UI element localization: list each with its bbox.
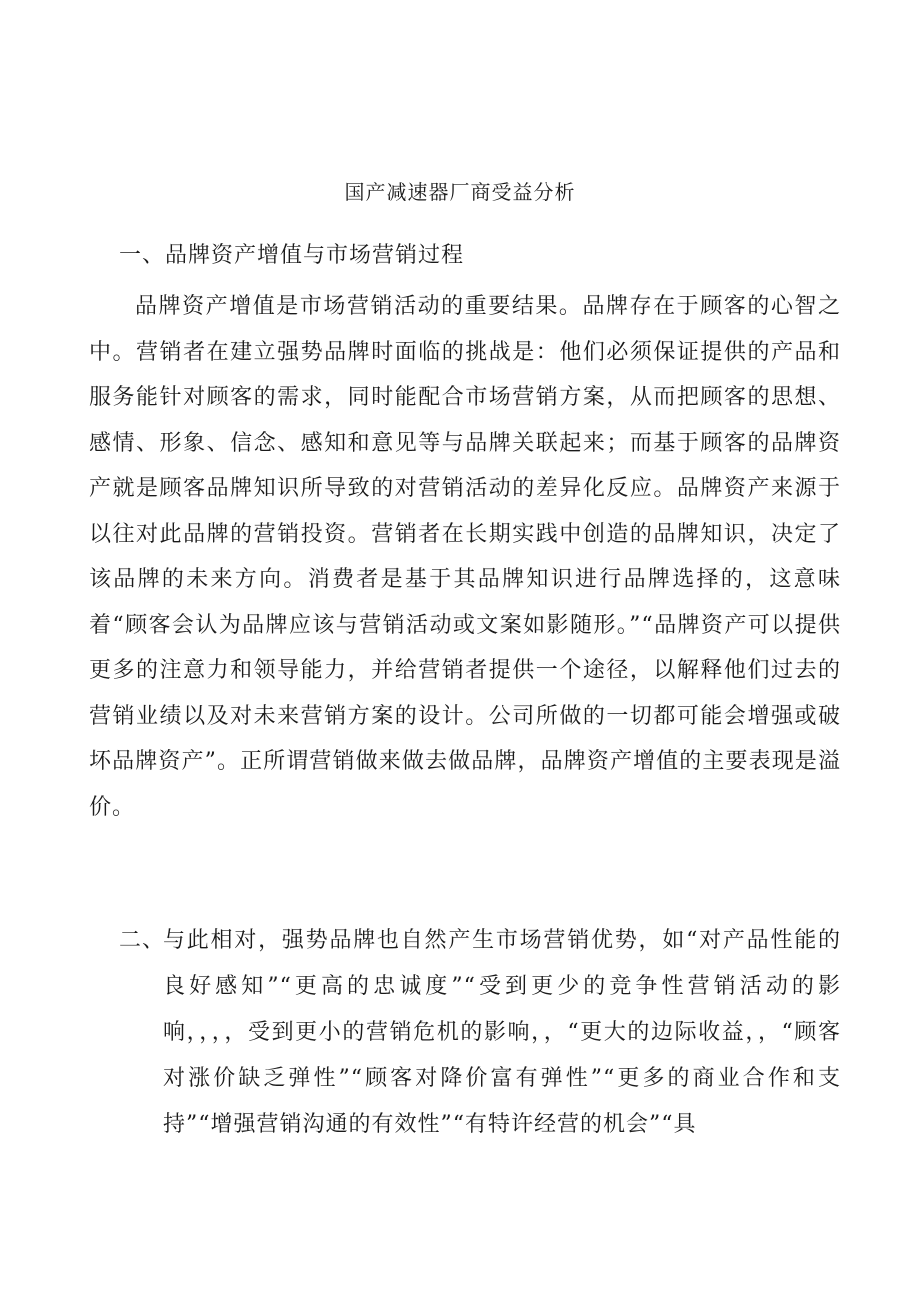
section-2-number: 二、 [119,928,166,953]
section-2-list-item [119,918,841,1148]
section-1-heading: 一、品牌资产增值与市场营销过程 [119,243,465,268]
section-2-text: 与此相对，强势品牌也自然产生市场营销优势，如“对产品性能的良好感知”“更高的忠诚度”“受到更少的竞争性营销活动的影响，，，，受到更小的营销危机的影响，，“更大的边际收益，，“顾客对涨价缺乏弹性”“顾客对降价富有弹性”“更多的商业合作和支持”“增强营销沟通的有效性”“有特许经营的机会”“具 [163,928,841,1137]
document-title: 国产减速器厂商受益分析 [344,180,576,204]
section-1-paragraph: 品牌资产增值是市场营销活动的重要结果。品牌存在于顾客的心智之中。营销者在建立强势品牌时面临的挑战是：他们必须保证提供的产品和服务能针对顾客的需求，同时能配合市场营销方案，从而把顾客的思想、感情、形象、信念、感知和意见等与品牌关联起来；而基于顾客的品牌资产就是顾客品牌知识所导致的对营销活动的差异化反应。品牌资产来源于以往对此品牌的营销投资。营销者在长期实践中创造的品牌知识，决定了该品牌的未来方向。消费者是基于其品牌知识进行品牌选择的，这意味着“顾客会认为品牌应该与营销活动或文案如影随形。”“品牌资产可以提供更多的注意力和领导能力，并给营销者提供一个途径，以解释他们过去的营销业绩以及对未来营销方案的设计。公司所做的一切都可能会增强或破坏品牌资产”。正所谓营销做来做去做品牌，品牌资产增值的主要表现是溢价。 [89,294,841,820]
